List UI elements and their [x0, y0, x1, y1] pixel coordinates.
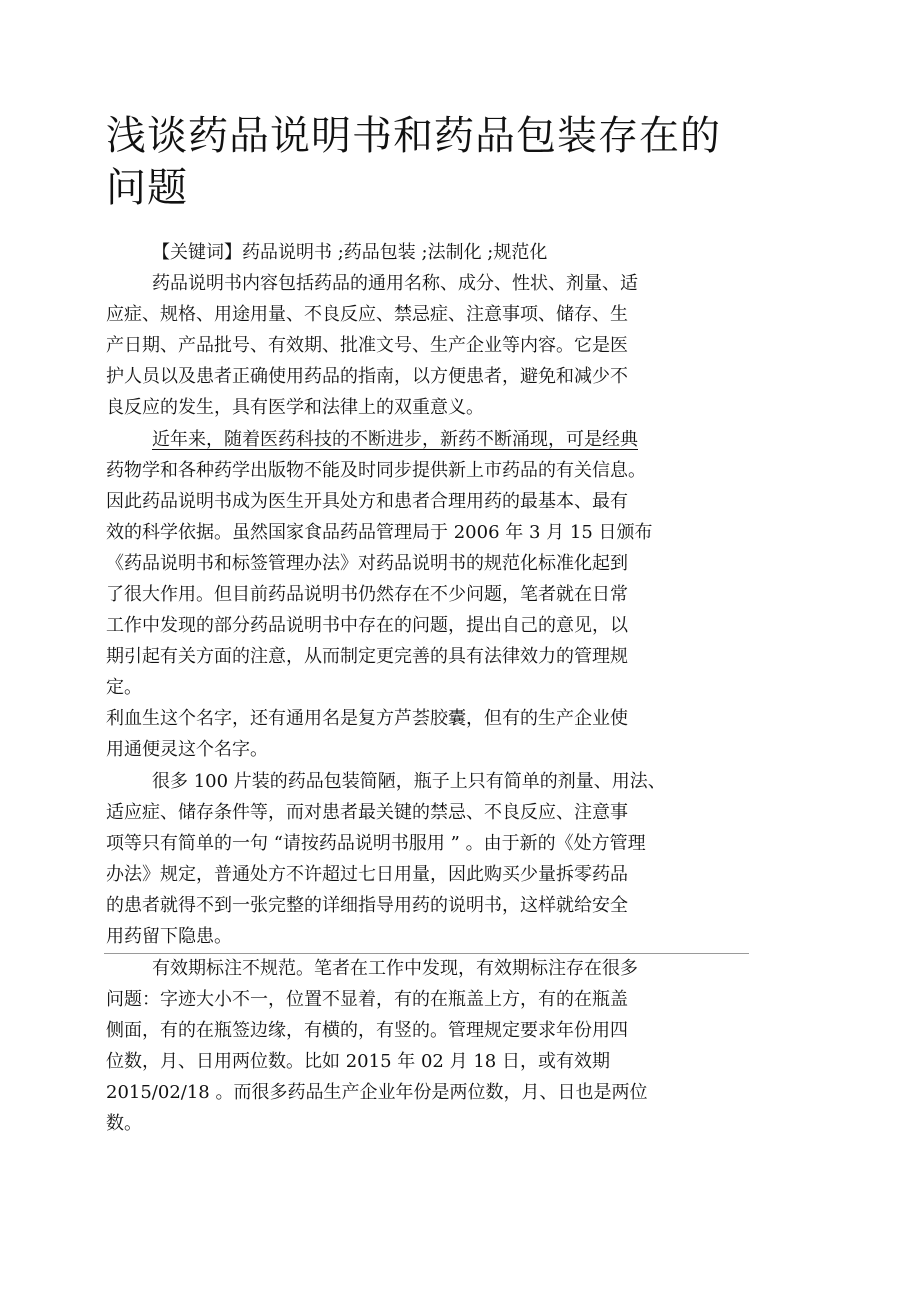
- text-line: 问题：字迹大小不一，位置不显着，有的在瓶盖上方，有的在瓶盖: [106, 989, 628, 1010]
- text-line: 应症、规格、用途用量、不良反应、禁忌症、注意事项、储存、生: [106, 304, 628, 325]
- text-line: 有效期标注不规范。笔者在工作中发现，有效期标注存在很多: [152, 958, 638, 979]
- text-line: 《药品说明书和标签管理办法》对药品说明书的规范化标准化起到: [106, 553, 628, 574]
- text-line-underlined: 近年来，随着医药科技的不断进步，新药不断涌现，可是经典: [152, 429, 638, 450]
- text-line: 药物学和各种药学出版物不能及时同步提供新上市药品的有关信息。: [106, 460, 646, 481]
- text-line: 药品说明书内容包括药品的通用名称、成分、性状、剂量、适: [152, 273, 638, 294]
- text-line: 工作中发现的部分药品说明书中存在的问题，提出自己的意见，以: [106, 615, 628, 636]
- text-line: 期引起有关方面的注意，从而制定更完善的具有法律效力的管理规: [106, 646, 628, 667]
- text-line: 办法》规定，普通处方不许超过七日用量，因此购买少量拆零药品: [106, 864, 628, 885]
- text-line: 位数，月、日用两位数。比如 2015 年 02 月 18 日，或有效期: [106, 1051, 610, 1072]
- text-line: 很多 100 片装的药品包装简陋，瓶子上只有简单的剂量、用法、: [152, 771, 666, 792]
- text-line: 的患者就得不到一张完整的详细指导用药的说明书，这样就给安全: [106, 895, 628, 916]
- text-line: 良反应的发生，具有医学和法律上的双重意义。: [106, 397, 484, 418]
- text-line: 定。: [106, 677, 142, 698]
- text-line: 护人员以及患者正确使用药品的指南，以方便患者，避免和减少不: [106, 366, 628, 387]
- text-line: 项等只有简单的一句 “请按药品说明书服用 ” 。由于新的《处方管理: [106, 833, 646, 854]
- text-line: 数。: [106, 1113, 142, 1134]
- text-line: 产日期、产品批号、有效期、批准文号、生产企业等内容。它是医: [106, 335, 628, 356]
- text-line: 适应症、储存条件等，而对患者最关键的禁忌、不良反应、注意事: [106, 802, 628, 823]
- text-line: 用通便灵这个名字。: [106, 739, 268, 760]
- text-line: 2015/02/18 。而很多药品生产企业年份是两位数，月、日也是两位: [106, 1082, 648, 1103]
- text-line: 侧面，有的在瓶签边缘，有横的，有竖的。管理规定要求年份用四: [106, 1020, 628, 1041]
- text-line: 用药留下隐患。: [106, 926, 232, 947]
- text-line: 了很大作用。但目前药品说明书仍然存在不少问题，笔者就在日常: [106, 584, 628, 605]
- keywords-line: 【关键词】药品说明书 ;药品包装 ;法制化 ;规范化: [152, 242, 548, 263]
- text-line: 因此药品说明书成为医生开具处方和患者合理用药的最基本、最有: [106, 491, 628, 512]
- text-line: 效的科学依据。虽然国家食品药品管理局于 2006 年 3 月 15 日颁布: [106, 522, 653, 543]
- text-line: 利血生这个名字，还有通用名是复方芦荟胶囊，但有的生产企业使: [106, 708, 628, 729]
- document-title: 浅谈药品说明书和药品包装存在的问题: [106, 113, 721, 211]
